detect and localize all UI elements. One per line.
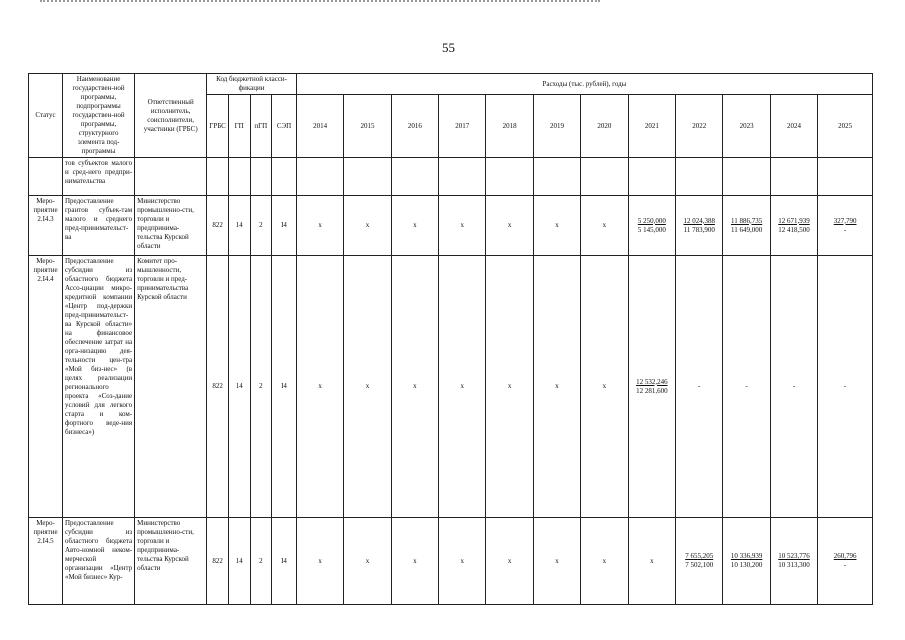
expense-value: х bbox=[507, 382, 512, 390]
row-expense bbox=[676, 518, 723, 605]
row-expense bbox=[628, 256, 675, 518]
expense-value: х bbox=[460, 382, 464, 390]
row-code: 822 bbox=[207, 196, 229, 256]
header-code-grbs: ГРБС bbox=[207, 95, 229, 158]
row-expense bbox=[581, 196, 628, 256]
header-code-sep: СЭП bbox=[272, 95, 297, 158]
row-expense bbox=[391, 518, 438, 605]
row-expense bbox=[344, 196, 391, 256]
expense-value: - bbox=[843, 382, 847, 390]
row-expense bbox=[533, 256, 580, 518]
row-expense bbox=[581, 158, 628, 196]
row-expense bbox=[723, 196, 770, 256]
table-row bbox=[29, 518, 873, 605]
row-expense bbox=[296, 518, 343, 605]
row-expense bbox=[296, 196, 343, 256]
header-year: 2019 bbox=[533, 95, 580, 158]
header-year: 2015 bbox=[344, 95, 391, 158]
expense-value: х bbox=[555, 382, 559, 390]
row-expense bbox=[486, 196, 533, 256]
expense-value: 7 655,205 bbox=[685, 552, 714, 560]
expense-value: х bbox=[602, 221, 607, 229]
row-responsible: Министерство промышленно-сти, торговли и предпринима-тельства Курской области bbox=[135, 196, 207, 256]
row-code bbox=[207, 158, 229, 196]
row-expense bbox=[818, 158, 873, 196]
row-code bbox=[272, 158, 297, 196]
expense-value: 260,796 bbox=[833, 552, 857, 560]
table-row bbox=[29, 196, 873, 256]
expense-value: х bbox=[318, 221, 322, 229]
row-expense bbox=[676, 256, 723, 518]
header-code-pgp: пГП bbox=[250, 95, 272, 158]
expense-value-secondary: 7 502,100 bbox=[685, 561, 714, 569]
row-expense bbox=[391, 256, 438, 518]
row-code: 14 bbox=[228, 256, 250, 518]
row-expense bbox=[439, 158, 486, 196]
expense-value-secondary: 11 783,900 bbox=[683, 225, 715, 234]
row-code bbox=[250, 158, 272, 196]
header-year: 2024 bbox=[770, 95, 817, 158]
expense-value: х bbox=[555, 221, 559, 229]
expense-value: 12 671,939 bbox=[778, 216, 810, 225]
row-expense bbox=[628, 518, 675, 605]
expense-value: х bbox=[413, 221, 417, 229]
row-status: Меро-приятие 2.I4.5 bbox=[29, 518, 63, 605]
expense-value: - bbox=[745, 382, 748, 390]
page-number: 55 bbox=[442, 40, 455, 55]
header-year: 2022 bbox=[676, 95, 723, 158]
expense-value-secondary: 5 145,000 bbox=[637, 225, 666, 234]
expense-value: 5 250,000 bbox=[637, 216, 666, 225]
row-expense bbox=[486, 158, 533, 196]
row-expense bbox=[723, 256, 770, 518]
header-expenses: Расходы (тыс. рублей), годы bbox=[296, 74, 872, 95]
row-code: 14 bbox=[228, 518, 250, 605]
row-code: 2 bbox=[250, 518, 272, 605]
header-year: 2020 bbox=[581, 95, 628, 158]
row-responsible bbox=[135, 158, 207, 196]
expense-value: х bbox=[413, 382, 417, 390]
row-expense bbox=[344, 158, 391, 196]
row-expense bbox=[439, 256, 486, 518]
row-code bbox=[228, 158, 250, 196]
header-name: Наименование государствен-ной программы, подпрограммы государствен-ной программы, структурного элемента под-программы bbox=[63, 74, 135, 158]
expense-value: 327,790 bbox=[833, 216, 857, 225]
expense-value: х bbox=[365, 382, 370, 390]
expense-value: х bbox=[460, 221, 464, 229]
expense-value: х bbox=[650, 556, 654, 565]
expense-value: 12 024,388 bbox=[683, 216, 715, 225]
header-code-gp: ГП bbox=[228, 95, 250, 158]
expense-value-secondary: 10 130,200 bbox=[730, 561, 763, 569]
row-expense bbox=[818, 196, 873, 256]
row-code: 822 bbox=[207, 518, 229, 605]
row-expense bbox=[628, 196, 675, 256]
row-expense bbox=[676, 196, 723, 256]
row-code: I4 bbox=[272, 196, 297, 256]
expense-value: 10 336,939 bbox=[730, 552, 763, 560]
row-code: 2 bbox=[250, 256, 272, 518]
expense-value-secondary: 12 281,600 bbox=[636, 386, 668, 395]
row-expense bbox=[818, 518, 873, 605]
scan-top-edge bbox=[40, 0, 600, 5]
row-expense bbox=[628, 158, 675, 196]
expense-value: х bbox=[507, 221, 512, 229]
row-expense bbox=[581, 256, 628, 518]
row-code: 822 bbox=[207, 256, 229, 518]
expense-value: 10 523,776 bbox=[778, 552, 810, 560]
expense-value: х bbox=[602, 556, 607, 565]
row-expense bbox=[770, 518, 817, 605]
row-expense bbox=[676, 158, 723, 196]
header-year: 2023 bbox=[723, 95, 770, 158]
row-name: Предоставление субсидии из областного бюджета Авто-номной неком-мерческой организации «Центр «Мой бизнес» Кур- bbox=[63, 518, 135, 605]
expense-value: х bbox=[318, 382, 322, 390]
row-name: Предоставление субсидии из областного бюджета Ассо-циации микро-кредитной компании «Центр под-держки пред-принимательст-ва Курской области» на финансовое обеспечение затрат на орга-низацию дея-тельности цен-тра «Мой биз-нес» (в целях реализации регионального проекта «Соз-дание условий для легкого старта и ком-фортного веде-ния бизнеса») bbox=[63, 256, 135, 518]
row-code: I4 bbox=[272, 256, 297, 518]
row-expense bbox=[344, 518, 391, 605]
expense-value: х bbox=[507, 556, 512, 565]
header-year: 2017 bbox=[439, 95, 486, 158]
row-name: тов субъектов малого и сред-него предпри-нимательства bbox=[63, 158, 135, 196]
header-year: 2016 bbox=[391, 95, 438, 158]
expense-value-secondary: 10 313,300 bbox=[778, 561, 810, 569]
expense-value: 12 532,246 bbox=[636, 377, 668, 386]
expense-value-secondary: - bbox=[843, 561, 847, 569]
row-responsible: Министерство промышленно-сти, торговли и предпринима-тельства Курской области bbox=[135, 518, 207, 605]
row-expense bbox=[818, 256, 873, 518]
row-expense bbox=[439, 196, 486, 256]
row-expense bbox=[391, 196, 438, 256]
row-name: Предоставление грантов субъек-там малого и среднего пред-принимательст-ва bbox=[63, 196, 135, 256]
row-expense bbox=[533, 196, 580, 256]
header-year: 2018 bbox=[486, 95, 533, 158]
header-responsible: Ответственный исполнитель, соисполнители, участники (ГРБС) bbox=[135, 74, 207, 158]
expense-value: х bbox=[555, 556, 559, 565]
row-expense bbox=[723, 158, 770, 196]
expense-value: - bbox=[698, 382, 701, 390]
row-code: 14 bbox=[228, 196, 250, 256]
expense-value-secondary: 11 649,000 bbox=[730, 225, 763, 234]
row-status: Меро-приятие 2.I4.4 bbox=[29, 256, 63, 518]
expense-value: - bbox=[792, 382, 796, 390]
row-expense bbox=[533, 518, 580, 605]
budget-table bbox=[28, 73, 873, 605]
row-code: 2 bbox=[250, 196, 272, 256]
expense-value: х bbox=[460, 556, 464, 565]
header-budget-code: Код бюджетной класси-фикации bbox=[207, 74, 297, 95]
row-expense bbox=[723, 518, 770, 605]
row-expense bbox=[486, 518, 533, 605]
expense-value: 11 886,735 bbox=[730, 216, 763, 225]
expense-value: х bbox=[602, 382, 607, 390]
row-expense bbox=[391, 158, 438, 196]
row-code: I4 bbox=[272, 518, 297, 605]
row-expense bbox=[770, 196, 817, 256]
header-year: 2014 bbox=[296, 95, 343, 158]
expense-value: х bbox=[413, 556, 417, 565]
expense-value: х bbox=[365, 556, 370, 565]
expense-value: х bbox=[365, 221, 370, 229]
table-body bbox=[29, 158, 873, 605]
row-expense bbox=[344, 256, 391, 518]
header-status: Статус bbox=[29, 74, 63, 158]
row-expense bbox=[533, 158, 580, 196]
header-year: 2021 bbox=[628, 95, 675, 158]
expense-value: х bbox=[318, 556, 322, 565]
row-expense bbox=[296, 256, 343, 518]
row-responsible: Комитет про-мышленности, торговли и пред-принимательства Курской области bbox=[135, 256, 207, 518]
row-expense bbox=[770, 256, 817, 518]
expense-value-secondary: 12 418,500 bbox=[778, 225, 810, 234]
expense-value-secondary: - bbox=[843, 225, 847, 234]
row-status: Меро-приятие 2.I4.3 bbox=[29, 196, 63, 256]
table-row bbox=[29, 158, 873, 196]
header-year: 2025 bbox=[818, 95, 873, 158]
row-expense bbox=[486, 256, 533, 518]
row-expense bbox=[581, 518, 628, 605]
row-status bbox=[29, 158, 63, 196]
row-expense bbox=[296, 158, 343, 196]
row-expense bbox=[439, 518, 486, 605]
row-expense bbox=[770, 158, 817, 196]
table-row bbox=[29, 256, 873, 518]
